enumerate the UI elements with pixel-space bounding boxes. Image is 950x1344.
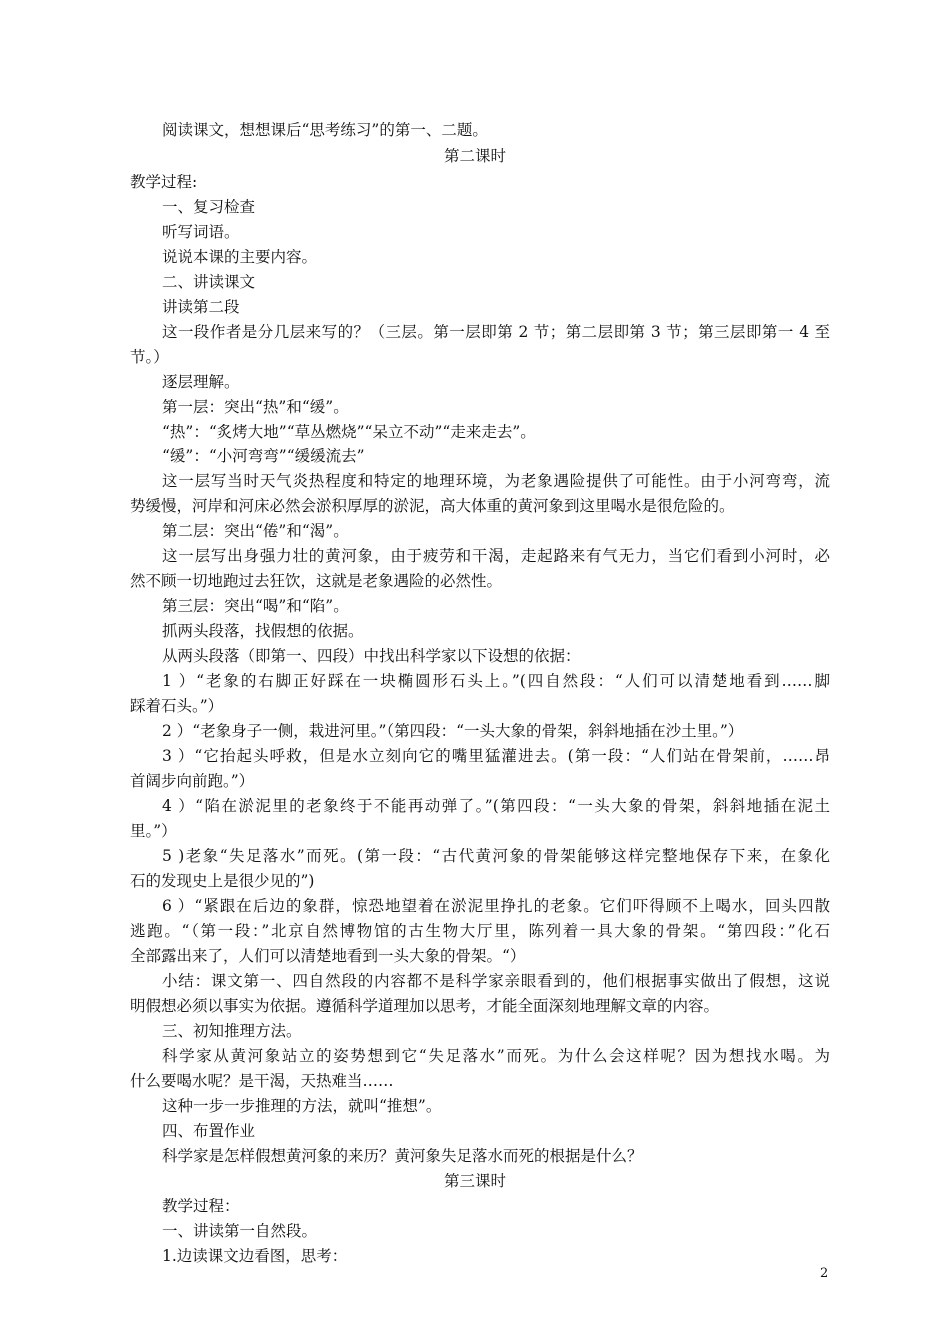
text-line: 第一层：突出“热”和“缓”。 xyxy=(162,398,349,416)
section-heading-lesson-3: 第三课时 xyxy=(443,1172,506,1190)
text-line: 从两头段落（即第一、四段）中找出科学家以下设想的依据： xyxy=(162,647,581,665)
text-line: 说说本课的主要内容。 xyxy=(162,248,318,266)
heading-reasoning: 三、初知推理方法。 xyxy=(162,1022,302,1040)
text-line: 明假想必须以事实为依据。遵循科学道理加以思考，才能全面深刻地理解文章的内容。 xyxy=(130,997,720,1015)
heading-explain-text: 二、讲读课文 xyxy=(162,273,256,291)
list-item: 1 ）“老象的右脚正好踩在一块椭圆形石头上。”(四自然段：“人们可以清楚地看到……脚 xyxy=(162,672,830,690)
text-line: 石的发现史上是很少见的”) xyxy=(130,872,315,890)
text-line: 教学过程： xyxy=(162,1197,240,1215)
text-line: 这种一步一步推理的方法，就叫“推想”。 xyxy=(162,1097,442,1115)
text-line: 逐层理解。 xyxy=(162,373,240,391)
text-line: 逃跑。“（第一段：”北京自然博物馆的古生物大厅里，陈列着一具大象的骨架。“第四段：”化石 xyxy=(130,922,830,940)
list-item: 6 ）“紧跟在后边的象群，惊恐地望着在淤泥里挣扎的老象。它们吓得顾不上喝水，回头四散 xyxy=(162,897,830,915)
text-line: 什么要喝水呢？是干渴，天热难当…… xyxy=(130,1072,394,1090)
list-item: 2 ）“老象身子一侧，栽进河里。”（第四段：“一头大象的骨架，斜斜地插在沙土里。”） xyxy=(162,722,744,740)
text-line: “热”：“炙烤大地”“草丛燃烧”“呆立不动”“走来走去”。 xyxy=(162,423,536,441)
page-number: 2 xyxy=(820,1266,829,1281)
text-line: “缓”：“小河弯弯”“缓缓流去” xyxy=(162,447,365,465)
section-heading-lesson-2: 第二课时 xyxy=(443,147,506,165)
text-line: 科学家是怎样假想黄河象的来历？黄河象失足落水而死的根据是什么？ xyxy=(162,1147,643,1165)
text-line: 听写词语。 xyxy=(162,223,240,241)
text-line: 讲读第二段 xyxy=(162,298,240,316)
text-line: 这一段作者是分几层来写的？（三层。第一层即第 2 节；第二层即第 3 节；第三层即第一 4 至 xyxy=(162,323,830,341)
list-item: 5 )老象“失足落水”而死。(第一段：“古代黄河象的骨架能够这样完整地保存下来，在象化 xyxy=(162,847,830,865)
text-line: 全部露出来了，人们可以清楚地看到一头大象的骨架。“） xyxy=(130,947,526,965)
summary-line: 小结：课文第一、四自然段的内容都不是科学家亲眼看到的，他们根据事实做出了假想，这说 xyxy=(162,972,830,990)
text-line: 首阔步向前跑。”） xyxy=(130,772,255,790)
text-line: 第二层：突出“倦”和“渴”。 xyxy=(162,522,349,540)
text-line: 然不顾一切地跑过去狂饮，这就是老象遇险的必然性。 xyxy=(130,572,503,590)
heading-explain-paragraph-1: 一、讲读第一自然段。 xyxy=(162,1222,318,1240)
text-line: 教学过程: xyxy=(130,173,198,191)
text-line: 抓两头段落，找假想的依据。 xyxy=(162,622,364,640)
heading-review: 一、复习检查 xyxy=(162,198,256,216)
text-line: 踩着石头。”） xyxy=(130,697,224,715)
text-line: 节。） xyxy=(130,348,169,366)
text-line: 科学家从黄河象站立的姿势想到它“失足落水”而死。为什么会这样呢？因为想找水喝。为 xyxy=(162,1047,830,1065)
text-line: 第三层：突出“喝”和“陷”。 xyxy=(162,597,349,615)
text-line: 1.边读课文边看图，思考： xyxy=(162,1247,348,1265)
text-line: 势缓慢，河岸和河床必然会淤积厚厚的淤泥，高大体重的黄河象到这里喝水是很危险的。 xyxy=(130,497,735,515)
text-line: 阅读课文，想想课后“思考练习”的第一、二题。 xyxy=(162,121,488,139)
list-item: 4 ）“陷在淤泥里的老象终于不能再动弹了。”(第四段：“一头大象的骨架，斜斜地插在泥土 xyxy=(162,797,830,815)
text-line: 这一层写出身强力壮的黄河象，由于疲劳和干渴，走起路来有气无力，当它们看到小河时，必 xyxy=(162,547,830,565)
list-item: 3 ）“它抬起头呼救，但是水立刻向它的嘴里猛灌进去。(第一段：“人们站在骨架前，……昂 xyxy=(162,747,830,765)
text-line: 这一层写当时天气炎热程度和特定的地理环境，为老象遇险提供了可能性。由于小河弯弯，流 xyxy=(162,472,830,490)
text-line: 里。”） xyxy=(130,822,177,840)
heading-homework: 四、布置作业 xyxy=(162,1122,256,1140)
